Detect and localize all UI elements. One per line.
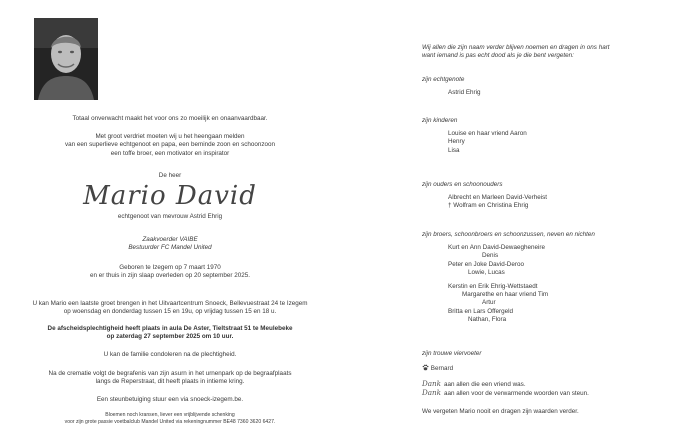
- intro-text: Totaal onverwacht maakt het voor ons zo moeilijk en onaanvaardbaar.: [72, 115, 268, 122]
- section-lines: Albrecht en Marleen David-Verheist † Wolfram en Christina Ehrig: [448, 194, 548, 210]
- portrait-image: [34, 18, 98, 100]
- closing-line: We vergeten Mario nooit en dragen zijn waarden verder.: [422, 408, 579, 415]
- pet-line: Bernard: [422, 364, 453, 373]
- deceased-name: Mario David: [83, 181, 257, 211]
- right-page: [340, 0, 680, 442]
- roles: Zaakvoerder VAIBE Bestuurder FC Mandel United: [128, 236, 212, 252]
- cremation-text: Na de crematie volgt de begrafenis van zijn asurn in het urnenpark op de begraafplaats langs de Reperstraat, dit heeft plaats in intieme kring.: [48, 370, 292, 386]
- section-lines: Louise en haar vriend Aaron Henry Lisa: [448, 130, 527, 154]
- condolence-text: U kan de familie condoleren na de plechtigheid.: [103, 351, 237, 358]
- thanks-block: Dank aan allen die een vriend was. Dank aan allen voor de verwarmende woorden van steun.: [422, 379, 589, 398]
- spouse-line: echtgenoot van mevrouw Astrid Ehrig: [117, 213, 223, 220]
- visit-info: U kan Mario een laatste groet brengen in het Uitvaartcentrum Snoeck, Bellevuestraat 24 te Izegem op woensdag en donderdag tussen 15 en 19u, op vrijdag tussen 15 en 18 u.: [32, 300, 308, 316]
- dank-word: Dank: [422, 379, 442, 388]
- birth-death: Geboren te Izegem op 7 maart 1970 en er thuis in zijn slaap overleden op 20 september 2025.: [90, 264, 250, 280]
- dank-word: Dank: [422, 388, 442, 398]
- section-heading: zijn ouders en schoonouders: [422, 181, 503, 188]
- section-heading: zijn broers, schoonbroers en schoonzussen, neven en nichten: [422, 231, 595, 238]
- paw-icon: [422, 365, 431, 372]
- support-text: Een steunbetuiging stuur een via snoeck-izegem.be.: [96, 396, 244, 403]
- section-heading: zijn trouwe viervoeter: [422, 350, 482, 357]
- de-heer-label: De heer: [158, 172, 182, 179]
- section-heading: zijn kinderen: [422, 117, 458, 124]
- portrait-photo: [34, 18, 98, 100]
- grief-text: Met groot verdriet moeten wij u het heengaan melden van een superlieve echtgenoot en papa, een beminde zoon en schoonzoon een toffe broer, een motivator en inspirator: [64, 133, 276, 157]
- section-heading: zijn echtgenote: [422, 76, 465, 83]
- right-intro: Wij allen die zijn naam verder blijven noemen en dragen in ons hart want iemand is pas echt dood als je die bent vergeten:: [422, 44, 610, 60]
- ceremony-info: De afscheidsplechtigheid heeft plaats in aula De Aster, Tieltstraat 51 te Meulebeke op zaterdag 27 september 2025 om 10 uur.: [47, 325, 293, 341]
- section-line: Astrid Ehrig: [448, 89, 481, 96]
- section-lines: Kurt en Ann David-Dewaegheneire Denis Peter en Joke David-Deroo Lowie, Lucas Kerstin en Erik Ehrig-Wettstaedt Margarethe en haar vriend Tim Artur Britta en Lars Offergeld Nathan, Flora: [448, 244, 549, 324]
- footer-text: Bloemen noch kransen, liever een vrijblijvende schenking voor zijn grote passie voetbalclub Mandel United via rekeningnummer BE48 7360 3620 6427.: [64, 412, 276, 425]
